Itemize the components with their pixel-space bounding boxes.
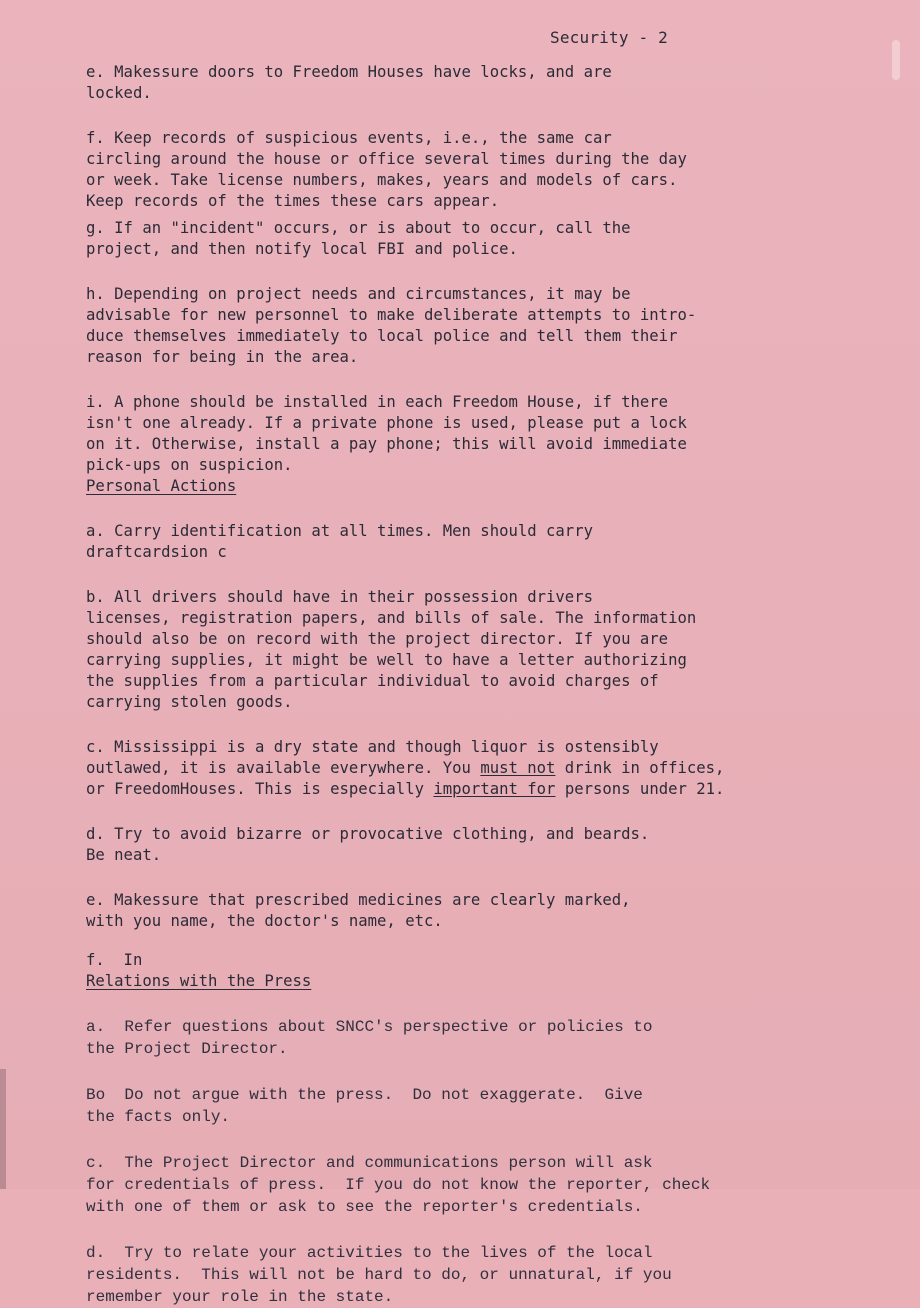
- press-item-d: d. Try to relate your activities to the lives of the local residents. This will not be hard to do, or unnatural, if you remember your role in the state.: [86, 1244, 672, 1306]
- section-heading-personal-actions: Personal Actions: [86, 477, 237, 495]
- item-c-text-2: drink in offices, or FreedomHouses. This is especially: [86, 759, 725, 798]
- item-c-text-1: c. Mississippi is a dry state and though liquor is ostensibly outlawed, it is available everywhere. You: [86, 738, 659, 777]
- document-body: [86, 62, 846, 1308]
- item-c-liquor: [86, 737, 846, 800]
- item-f-incomplete: f. In: [86, 951, 143, 969]
- press-item-a: a. Refer questions about SNCC's perspective or policies to the Project Director.: [86, 1018, 653, 1058]
- press-item-b: Bo Do not argue with the press. Do not exaggerate. Give the facts only.: [86, 1086, 643, 1126]
- item-d-clothing: d. Try to avoid bizarre or provocative clothing, and beards. Be neat.: [86, 825, 650, 864]
- page-header: Security - 2: [550, 28, 668, 47]
- item-c-emphasis-2: important for: [433, 780, 556, 798]
- item-c-text-3: persons under 21.: [555, 780, 725, 798]
- item-g-incident: g. If an "incident" occurs, or is about to occur, call the project, and then notify local FBI and police.: [86, 219, 631, 258]
- press-item-c: c. The Project Director and communications person will ask for credentials of press. If you do not know the reporter, check with one of them or ask to see the reporter's credentials.: [86, 1154, 711, 1216]
- item-a-identification: a. Carry identification at all times. Men should carry draftcardsion c: [86, 522, 593, 561]
- paper-binding-mark: [0, 1069, 6, 1189]
- item-f-records: f. Keep records of suspicious events, i.e., the same car circling around the house or office several times during the day or week. Take license numbers, makes, years and models of cars. Keep records of the times these cars appear.: [86, 129, 687, 210]
- paper-edge-mark: [892, 40, 900, 80]
- item-c-emphasis: must not: [480, 759, 556, 777]
- item-i-phone: i. A phone should be installed in each Freedom House, if there isn't one already. If a private phone is used, please put a lock on it. Otherwise, install a pay phone; this will avoid immediate pick-ups on suspicion.: [86, 393, 687, 474]
- item-b-drivers: b. All drivers should have in their possession drivers licenses, registration papers, and bills of sale. The information should also be on record with the project director. If you are carrying supplies, it might be well to have a letter authorizing the supplies from a particular individual to avoid charges of carrying stolen goods.: [86, 588, 697, 711]
- item-e-medicines: e. Makessure that prescribed medicines are clearly marked, with you name, the doctor's name, etc.: [86, 891, 631, 930]
- section-heading-press: Relations with the Press: [86, 972, 312, 990]
- item-h-police: h. Depending on project needs and circumstances, it may be advisable for new personnel to make deliberate attempts to intro- duce themselves immediately to local police and tell them their reason for being in the area.: [86, 285, 697, 366]
- item-e-locks: e. Makessure doors to Freedom Houses have locks, and are locked.: [86, 63, 612, 102]
